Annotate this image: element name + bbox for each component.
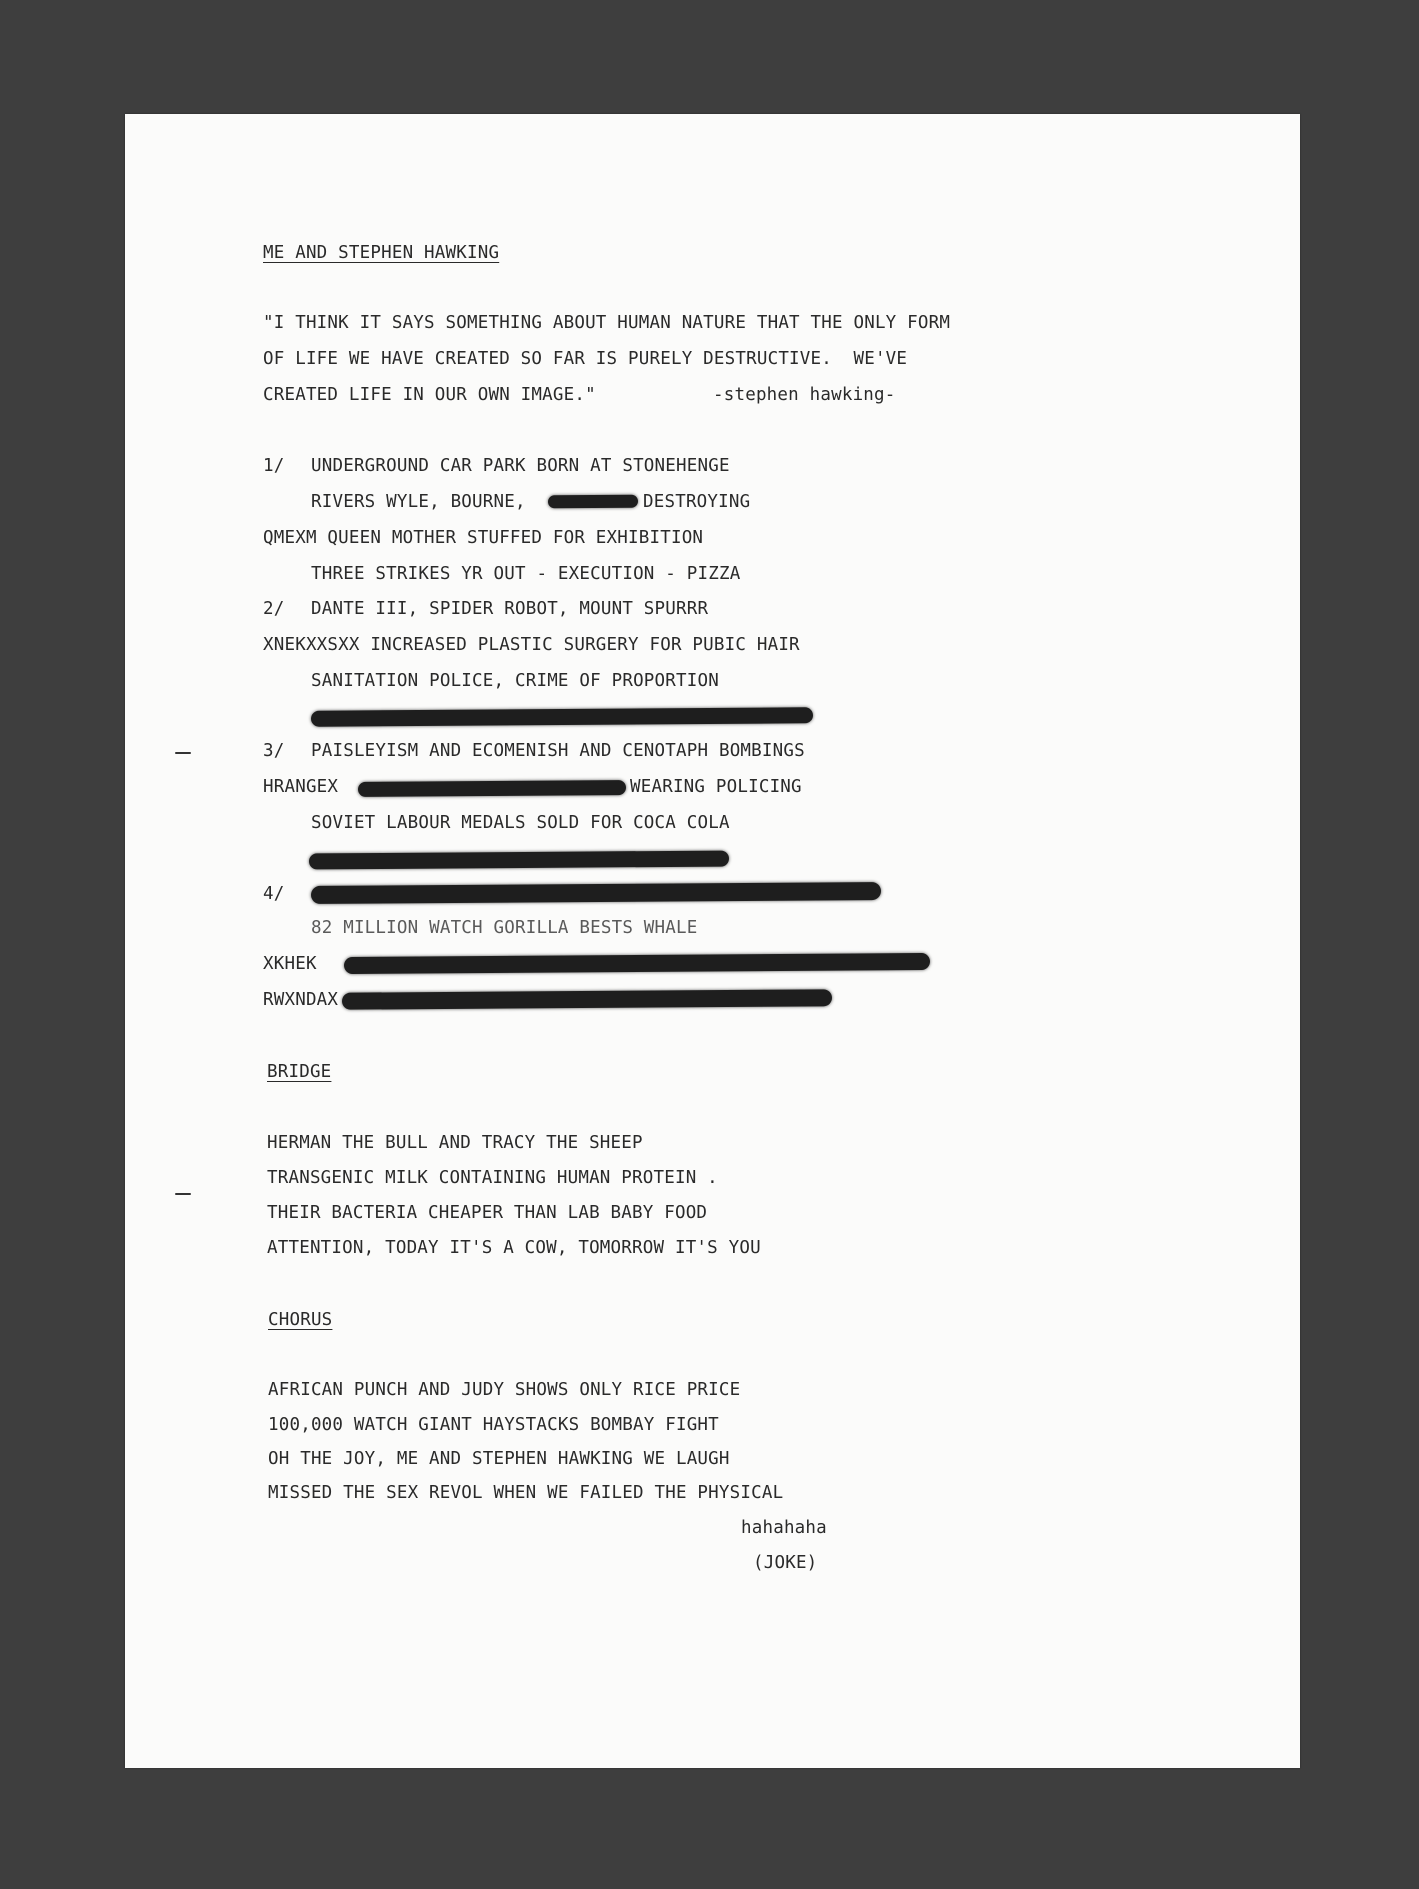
quote-line-2: OF LIFE WE HAVE CREATED SO FAR IS PURELY DESTRUCTIVE. WE'VE [263, 349, 908, 369]
margin-mark [175, 1193, 191, 1195]
verse-3-number: 3/ [263, 741, 285, 761]
verse-4-number: 4/ [263, 884, 285, 904]
bridge-line-4: ATTENTION, TODAY IT'S A COW, TOMORROW IT'S YOU [267, 1238, 761, 1258]
quote-line-3: CREATED LIFE IN OUR OWN IMAGE." [263, 385, 596, 405]
bridge-heading: BRIDGE [267, 1062, 332, 1082]
verse-1-line-4: THREE STRIKES YR OUT - EXECUTION - PIZZA [311, 564, 741, 584]
chorus-heading: CHORUS [268, 1310, 333, 1330]
verse-3-line-1: PAISLEYISM AND ECOMENISH AND CENOTAPH BOMBINGS [311, 741, 805, 761]
verse-3-line-2a: HRANGEX [263, 777, 339, 797]
bridge-line-1: HERMAN THE BULL AND TRACY THE SHEEP [267, 1133, 643, 1153]
redaction-mark [548, 495, 638, 509]
bridge-line-2: TRANSGENIC MILK CONTAINING HUMAN PROTEIN . [267, 1168, 718, 1188]
chorus-joke: (JOKE) [753, 1553, 818, 1573]
verse-1-line-3: QMEXM QUEEN MOTHER STUFFED FOR EXHIBITION [263, 528, 704, 548]
page-title: ME AND STEPHEN HAWKING [263, 243, 500, 263]
verse-4-line-2: 82 MILLION WATCH GORILLA BESTS WHALE [311, 918, 698, 938]
verse-1-line-1: UNDERGROUND CAR PARK BORN AT STONEHENGE [311, 456, 730, 476]
redaction-mark [342, 989, 832, 1009]
quote-attribution: -stephen hawking- [713, 385, 896, 405]
verse-3-line-3: SOVIET LABOUR MEDALS SOLD FOR COCA COLA [311, 813, 730, 833]
redaction-mark [358, 780, 626, 797]
margin-mark [175, 752, 191, 754]
redaction-mark [309, 851, 729, 870]
quote-line-1: "I THINK IT SAYS SOMETHING ABOUT HUMAN NATURE THAT THE ONLY FORM [263, 313, 951, 333]
verse-4-line-4: RWXNDAX [263, 990, 339, 1010]
verse-2-line-1: DANTE III, SPIDER ROBOT, MOUNT SPURRR [311, 599, 709, 619]
verse-1-line-2a: RIVERS WYLE, BOURNE, [311, 492, 526, 512]
verse-2-line-2: XNEKXXSXX INCREASED PLASTIC SURGERY FOR PUBIC HAIR [263, 635, 800, 655]
chorus-line-2: 100,000 WATCH GIANT HAYSTACKS BOMBAY FIGHT [268, 1415, 719, 1435]
verse-2-line-3: SANITATION POLICE, CRIME OF PROPORTION [311, 671, 719, 691]
chorus-laugh: hahahaha [741, 1518, 827, 1538]
chorus-line-1: AFRICAN PUNCH AND JUDY SHOWS ONLY RICE PRICE [268, 1380, 741, 1400]
verse-3-line-2b: WEARING POLICING [630, 777, 802, 797]
verse-4-line-3: XKHEK [263, 954, 317, 974]
bridge-line-3: THEIR BACTERIA CHEAPER THAN LAB BABY FOOD [267, 1203, 708, 1223]
chorus-line-3: OH THE JOY, ME AND STEPHEN HAWKING WE LAUGH [268, 1449, 730, 1469]
verse-1-number: 1/ [263, 456, 285, 476]
chorus-line-4: MISSED THE SEX REVOL WHEN WE FAILED THE PHYSICAL [268, 1483, 784, 1503]
verse-1-line-2b: DESTROYING [643, 492, 751, 512]
verse-2-number: 2/ [263, 599, 285, 619]
